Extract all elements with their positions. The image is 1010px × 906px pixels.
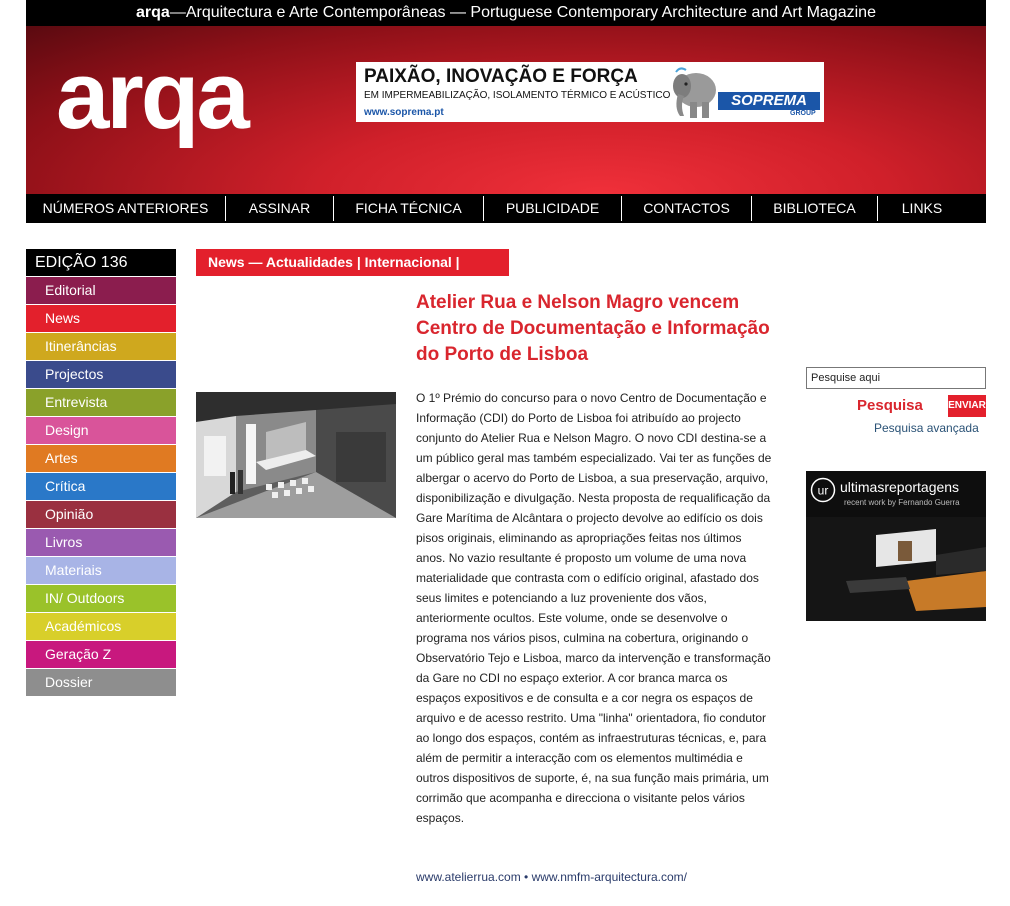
link-separator: • bbox=[520, 870, 532, 884]
sidebar-item-design[interactable]: Design bbox=[26, 417, 176, 444]
edition-title: EDIÇÃO 136 bbox=[26, 249, 176, 276]
interior-render-image bbox=[196, 392, 396, 518]
tagline-brand: arqa bbox=[136, 4, 170, 21]
link-atelier-rua[interactable]: www.atelierrua.com bbox=[416, 870, 521, 884]
ad-brand: SOPREMA bbox=[718, 92, 820, 110]
advertisement-banner[interactable] bbox=[356, 62, 824, 122]
search-label: Pesquisa bbox=[857, 397, 923, 414]
nav-ficha-tecnica[interactable]: FICHA TÉCNICA bbox=[334, 196, 484, 221]
ad-subline: EM IMPERMEABILIZAÇÃO, ISOLAMENTO TÉRMICO E ACÚSTICO bbox=[364, 90, 671, 101]
sidebar-item-academicos[interactable]: Académicos bbox=[26, 613, 176, 640]
advanced-search-link[interactable]: Pesquisa avançada bbox=[874, 421, 979, 435]
ad-group: GROUP bbox=[790, 110, 816, 117]
sidebar-item-geracao-z[interactable]: Geração Z bbox=[26, 641, 176, 668]
ur-logo-icon bbox=[810, 477, 836, 503]
ur-logo-letters: ur bbox=[817, 483, 829, 498]
article-image[interactable] bbox=[196, 392, 396, 518]
promo-subtitle: recent work by Fernando Guerra bbox=[844, 498, 960, 507]
sidebar-item-in-outdoors[interactable]: IN/ Outdoors bbox=[26, 585, 176, 612]
section-breadcrumb: News — Actualidades | Internacional | bbox=[196, 249, 509, 276]
sidebar-item-entrevista[interactable]: Entrevista bbox=[26, 389, 176, 416]
sidebar-item-news[interactable]: News bbox=[26, 305, 176, 332]
search-input[interactable] bbox=[806, 367, 986, 389]
ad-headline: PAIXÃO, INOVAÇÃO E FORÇA bbox=[364, 66, 638, 87]
site-logo[interactable]: arqa bbox=[56, 42, 247, 149]
sidebar-item-critica[interactable]: Crítica bbox=[26, 473, 176, 500]
sidebar-item-artes[interactable]: Artes bbox=[26, 445, 176, 472]
tagline-text: —Arquitectura e Arte Contemporâneas — Portuguese Contemporary Architecture and Art Magazine bbox=[169, 4, 876, 21]
article-body: O 1º Prémio do concurso para o novo Centro de Documentação e Informação (CDI) do Porto de Lisboa foi atribuído ao projecto conjunto do Atelier Rua e Nelson Magro. O novo CDI destina-se a um público geral mas também especializado. Vai ter as funções de albergar o acervo do Porto de Lisboa, a sua preservação, arquivo, disponibilização e divulgação. Nesta proposta de requalificação da Gare Marítima de Alcântara o projecto devolve ao edifício os dois pisos originais, eliminando as apropriações feitas nos últimos anos. No vazio resultante é proposto um volume de uma nova materialidade que contrasta com o edifício original, afastado dos seus limites e potenciando a luz proveniente dos vãos, anteriormente ocultos. Este volume, onde se desenvolve o programa nos vários pisos, culmina na cobertura, originando o Observatório Tejo e Lisboa, marco da intervenção e transformação da Gare no CDI no espaço exterior. A cor branca marca os espaços expositivos e de consulta e a cor negra os espaços de arquivo e de acesso restrito. Uma "linha" orientadora, fio condutor ao longo dos espaços, contém as infraestruturas técnicas, e, para além de permitir a interacção com os elementos multimédia e outros dispositivos de suporte, é, na sua função mais primária, um corrimão que acompanha e direcciona o visitante pelos vários espaços. bbox=[416, 391, 772, 825]
edition-sidebar bbox=[26, 249, 176, 696]
main-navigation bbox=[26, 194, 986, 223]
top-tagline-bar bbox=[26, 0, 986, 26]
sidebar-item-opiniao[interactable]: Opinião bbox=[26, 501, 176, 528]
search-submit-button[interactable]: ENVIAR bbox=[948, 395, 986, 417]
nav-publicidade[interactable]: PUBLICIDADE bbox=[484, 196, 622, 221]
elephant-icon bbox=[670, 64, 718, 120]
article-title: Atelier Rua e Nelson Magro vencem Centro de Documentação e Informação do Porto de Lisboa bbox=[416, 292, 770, 365]
ultimas-reportagens-promo[interactable] bbox=[806, 471, 986, 621]
sidebar-item-livros[interactable]: Livros bbox=[26, 529, 176, 556]
nav-contactos[interactable]: CONTACTOS bbox=[622, 196, 752, 221]
link-nmfm-arquitectura[interactable]: www.nmfm-arquitectura.com/ bbox=[531, 870, 687, 884]
sidebar-item-materiais[interactable]: Materiais bbox=[26, 557, 176, 584]
sidebar-item-dossier[interactable]: Dossier bbox=[26, 669, 176, 696]
ad-url: www.soprema.pt bbox=[364, 107, 444, 118]
nav-links[interactable]: LINKS bbox=[901, 200, 943, 216]
sidebar-item-projectos[interactable]: Projectos bbox=[26, 361, 176, 388]
nav-numeros-anteriores[interactable]: NÚMEROS ANTERIORES bbox=[26, 196, 226, 221]
header-banner bbox=[26, 26, 986, 194]
sidebar-item-editorial[interactable]: Editorial bbox=[26, 277, 176, 304]
nav-biblioteca[interactable]: BIBLIOTECA bbox=[752, 196, 878, 221]
promo-title: ultimasreportagens bbox=[840, 479, 960, 495]
sidebar-item-itinerancias[interactable]: Itinerâncias bbox=[26, 333, 176, 360]
article-links bbox=[416, 868, 772, 886]
nav-assinar[interactable]: ASSINAR bbox=[226, 196, 334, 221]
